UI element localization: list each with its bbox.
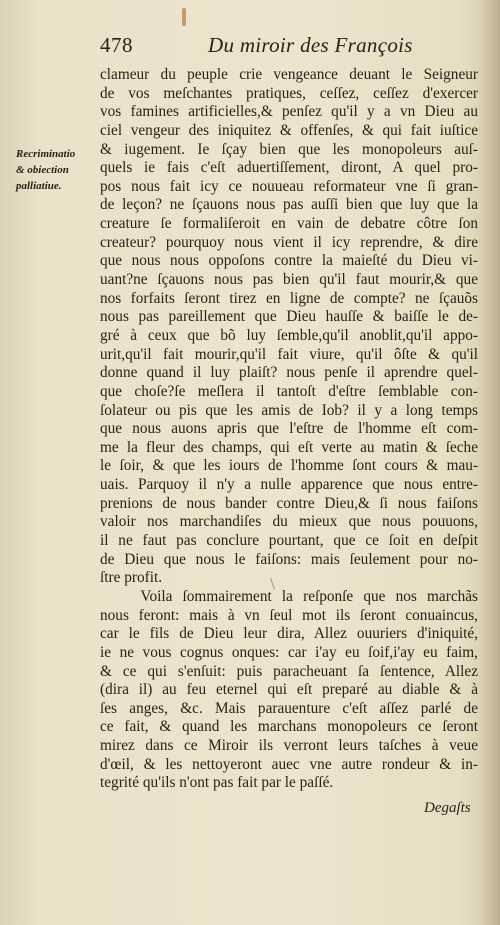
text-line: car le fils de Dieu leur dira, Allez ouuriers d'iniquité, bbox=[100, 625, 478, 643]
text-line: nous feront: mais à vn ſeul mot ils ſeront conuaincus, bbox=[100, 606, 478, 624]
text-line: le ſoir, & que les iours de l'homme ſont cours & mau- bbox=[100, 457, 478, 475]
text-line: vos famines artificielles,& penſez qu'il y a vn Dieu au bbox=[100, 103, 478, 121]
text-line: il ne faut pas conclure pourtant, que ce ſoit en deſpit bbox=[100, 532, 478, 550]
text-line: quels ie fais c'eſt aduertiſſement, diront, A quel pro- bbox=[100, 159, 478, 177]
text-line: & ce qui s'enſuit: puis paracheuant ſa ſentence, Allez bbox=[100, 662, 478, 680]
paragraph-2 bbox=[100, 588, 478, 793]
text-line: & iugement. Ie ſçay bien que les monopoleurs auſ- bbox=[100, 140, 478, 158]
text-line: d'œil, & les nettoyeront auec vne autre rondeur & in- bbox=[100, 755, 478, 773]
text-line: prenions de nous bander contre Dieu,& ſi nous faiſons bbox=[100, 494, 478, 512]
text-line: urit,qu'il fait mourir,qu'il fait viure, qu'il ôſte & qu'il bbox=[100, 345, 478, 363]
margin-note-line: Recriminatio bbox=[16, 148, 76, 160]
body-text bbox=[100, 66, 478, 793]
text-line: que nous nous oppoſons contre la maieſté du Dieu vi- bbox=[100, 252, 478, 270]
paragraph-1 bbox=[100, 66, 478, 588]
text-line: nos forfaits ſeront tirez en ligne de compte? ne ſçauõs bbox=[100, 289, 478, 307]
text-line: clameur du peuple crie vengeance deuant le Seigneur bbox=[100, 66, 478, 83]
running-head: Du miroir des François bbox=[208, 33, 413, 57]
text-line: gré à ceux que bõ luy ſemble,qu'il anoblit,qu'il appo- bbox=[100, 326, 478, 344]
text-line: me la fleur des champs, qui eſt verte au matin & ſeche bbox=[100, 438, 478, 456]
text-line: ie ne vous cognus onques: car i'ay eu ſoif,i'ay eu faim, bbox=[100, 643, 478, 661]
text-line: ſolateur ou pis que les amis de Iob? il y a long temps bbox=[100, 401, 478, 419]
text-line: uant?ne ſçauons nous pas bien qu'il faut mourir,& que bbox=[100, 271, 478, 289]
ink-smudge bbox=[182, 8, 186, 26]
margin-note bbox=[16, 146, 102, 194]
text-line: nous pas pareillement que Dieu hauſſe & baiſſe le de- bbox=[100, 308, 478, 326]
text-line: createur? pourquoy nous vient il icy reprendre, & dire bbox=[100, 233, 478, 251]
text-line: de Dieu que nous le faiſons: mais ſeulement pour no- bbox=[100, 550, 478, 568]
margin-note-line: palliatiue. bbox=[16, 180, 62, 192]
text-line: que choſe?ſe meſlera il tantoſt d'eſtre ſemblable con- bbox=[100, 382, 478, 400]
text-line: que nous auons apris que l'eſtre de l'homme eſt com- bbox=[100, 420, 478, 438]
page-number: 478 bbox=[100, 33, 133, 57]
text-line: Voila ſommairement la reſponſe que nos marchãs bbox=[100, 587, 478, 605]
text-line: de vos meſchantes pratiques, ceſſez, ceſſez d'exercer bbox=[100, 84, 478, 102]
text-line: de leçon? ne ſçauons nous pas auſſi bien que luy que la bbox=[100, 196, 478, 214]
text-line: ce fait, & quand les marchans monopoleurs ce ſeront bbox=[100, 718, 478, 736]
text-line: ſtre profit. bbox=[100, 569, 163, 587]
text-line: valoir nos marchandiſes du mieux que nous pouuons, bbox=[100, 513, 478, 531]
text-line: uais. Parquoy il n'y a nulle apparence que nous entre- bbox=[100, 476, 478, 494]
text-line: tegrité qu'ils n'ont pas fait par le paſſé. bbox=[100, 774, 334, 792]
catchword: Degaſts bbox=[424, 800, 471, 816]
text-line: pos nous fait icy ce nouueau reformateur vne ſi gran- bbox=[100, 177, 478, 195]
text-line: ſes anges, &c. Mais parauenture c'eſt aſſez parlé de bbox=[100, 699, 478, 717]
text-line: donne quand il luy plaiſt? nous penſe il aprendre quel- bbox=[100, 364, 478, 382]
text-line: ciel vengeur des iniquitez & offenſes, & qui fait iuſtice bbox=[100, 121, 478, 139]
text-line: mirez dans ce Miroir ils verront leurs taſches à veue bbox=[100, 737, 478, 755]
page-fold-shadow bbox=[478, 0, 500, 925]
text-line: creature ſe formaliſeroit en vain de debatre côtre ſon bbox=[100, 215, 478, 233]
margin-note-line: & obiection bbox=[16, 164, 69, 176]
text-line: (dira il) au feu eternel qui eſt preparé au diable & à bbox=[100, 681, 478, 699]
